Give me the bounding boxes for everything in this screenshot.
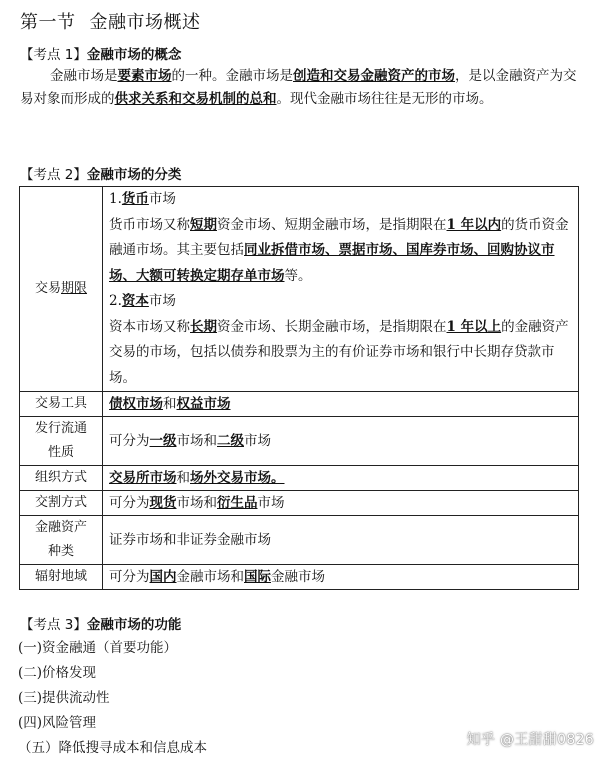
text-run: 市场和	[176, 495, 217, 511]
text-run: 的货币资金融通市场。其主要包括	[109, 216, 569, 258]
row-label: 辐射地域	[20, 565, 103, 590]
text-run: 市场	[148, 191, 176, 207]
row-label: 交割方式	[20, 491, 103, 516]
point3-heading	[20, 613, 181, 633]
table-row	[20, 516, 579, 565]
function-item: (一)资金融通（首要功能）	[18, 640, 178, 656]
key-term: 国际	[244, 569, 271, 585]
key-term: 短期	[190, 216, 217, 233]
money-market-desc	[109, 213, 572, 290]
text-run: 金融市场	[271, 569, 325, 585]
label-part: 性质	[47, 445, 74, 460]
key-term: 现货	[149, 495, 177, 511]
key-term: 1 年以内	[446, 216, 502, 233]
issue-cell	[103, 417, 579, 466]
text-run: 等。	[284, 267, 312, 284]
point3-title: 金融市场的功能	[86, 617, 182, 633]
text-run: 的一种。金融市场是	[171, 68, 293, 84]
text-run: ，是以金融资产为交易对象而形成的	[20, 68, 577, 107]
watermark: 知乎 @王甜甜0826	[466, 732, 594, 748]
text-run: 市场	[244, 433, 271, 449]
table-row	[20, 565, 579, 590]
point1-heading	[20, 43, 181, 63]
key-term: 权益市场	[176, 396, 231, 412]
label-part: 期限	[61, 281, 88, 296]
text-run: 资金市场、短期金融市场，是指期限在	[217, 216, 447, 233]
label-part: 金融资产	[34, 520, 87, 535]
table-row	[20, 187, 579, 392]
asset-cell: 证券市场和非证券金融市场	[103, 516, 579, 565]
text-run: 金融市场是	[50, 68, 118, 84]
text-run: 和	[176, 470, 190, 486]
point1-tag: 【考点 1】	[20, 47, 87, 63]
section-number: 第一节	[20, 12, 76, 33]
text-run: 。现代金融市场往往是无形的市场。	[276, 91, 493, 107]
text-run: 资本市场又称	[109, 318, 190, 335]
point2-title: 金融市场的分类	[86, 167, 182, 183]
key-term: 国内	[149, 569, 177, 585]
text-run: 和	[163, 396, 177, 412]
section-title: 金融市场概述	[89, 12, 201, 33]
key-term: 要素市场	[117, 68, 172, 84]
table-row	[20, 417, 579, 466]
num: 1.	[109, 191, 122, 207]
text-run: 可分为	[109, 433, 150, 449]
section-heading	[20, 8, 201, 34]
point2-heading	[20, 163, 181, 183]
key-term: 货币	[121, 191, 149, 207]
point1-title: 金融市场的概念	[86, 47, 182, 63]
point1-paragraph	[20, 65, 580, 111]
capital-market-heading	[109, 289, 572, 315]
function-item: (四)风险管理	[18, 715, 97, 731]
key-term: 债权市场	[109, 396, 163, 412]
row-label	[20, 187, 103, 392]
text-run: 可分为	[109, 569, 150, 585]
tool-cell	[103, 392, 579, 417]
key-term: 同业拆借市场、票据市场、国库券市场、回购协议市场、大额可转换定期存单市场	[109, 242, 555, 284]
key-term: 供求关系和交易机制的总和	[114, 91, 277, 107]
label-part: 种类	[47, 544, 74, 559]
function-item: （五）降低搜寻成本和信息成本	[18, 740, 207, 756]
text-run: 市场	[257, 495, 285, 511]
point2-tag: 【考点 2】	[20, 167, 87, 183]
function-item: (三)提供流动性	[18, 690, 110, 706]
row-label	[20, 417, 103, 466]
text-run: 可分为	[109, 495, 150, 511]
key-term: 衍生品	[217, 495, 258, 511]
table-row	[20, 392, 579, 417]
text-run: 金融市场和	[176, 569, 244, 585]
key-term: 二级	[217, 433, 244, 449]
text-run: 资金市场、长期金融市场，是指期限在	[217, 318, 447, 335]
org-cell	[103, 466, 579, 491]
key-term: 长期	[190, 318, 217, 335]
classification-table	[19, 186, 579, 590]
term-cell	[103, 187, 579, 392]
region-cell	[103, 565, 579, 590]
money-market-heading	[109, 187, 572, 213]
row-label: 交易工具	[20, 392, 103, 417]
label-part: 发行流通	[34, 421, 87, 436]
capital-market-desc	[109, 315, 572, 392]
num: 2.	[109, 293, 122, 309]
label-part: 交易	[34, 281, 61, 296]
text-run: 货币市场又称	[109, 216, 190, 233]
delivery-cell	[103, 491, 579, 516]
text-run: 的金融资产交易的市场，包括以债券和股票为主的有价证券市场和银行中长期存贷款市场。	[109, 318, 569, 386]
key-term: 1 年以上	[446, 318, 502, 335]
key-term: 一级	[149, 433, 177, 449]
point3-tag: 【考点 3】	[20, 617, 87, 633]
table-row	[20, 466, 579, 491]
key-term: 资本	[121, 293, 149, 309]
row-label	[20, 516, 103, 565]
row-label: 组织方式	[20, 466, 103, 491]
key-term: 创造和交易金融资产的市场	[293, 68, 455, 84]
key-term: 交易所市场	[109, 470, 177, 486]
text-run: 市场	[148, 293, 176, 309]
function-item: (二)价格发现	[18, 665, 97, 681]
table-row	[20, 491, 579, 516]
key-term: 场外交易市场。	[190, 470, 285, 486]
text-run: 市场和	[176, 433, 217, 449]
